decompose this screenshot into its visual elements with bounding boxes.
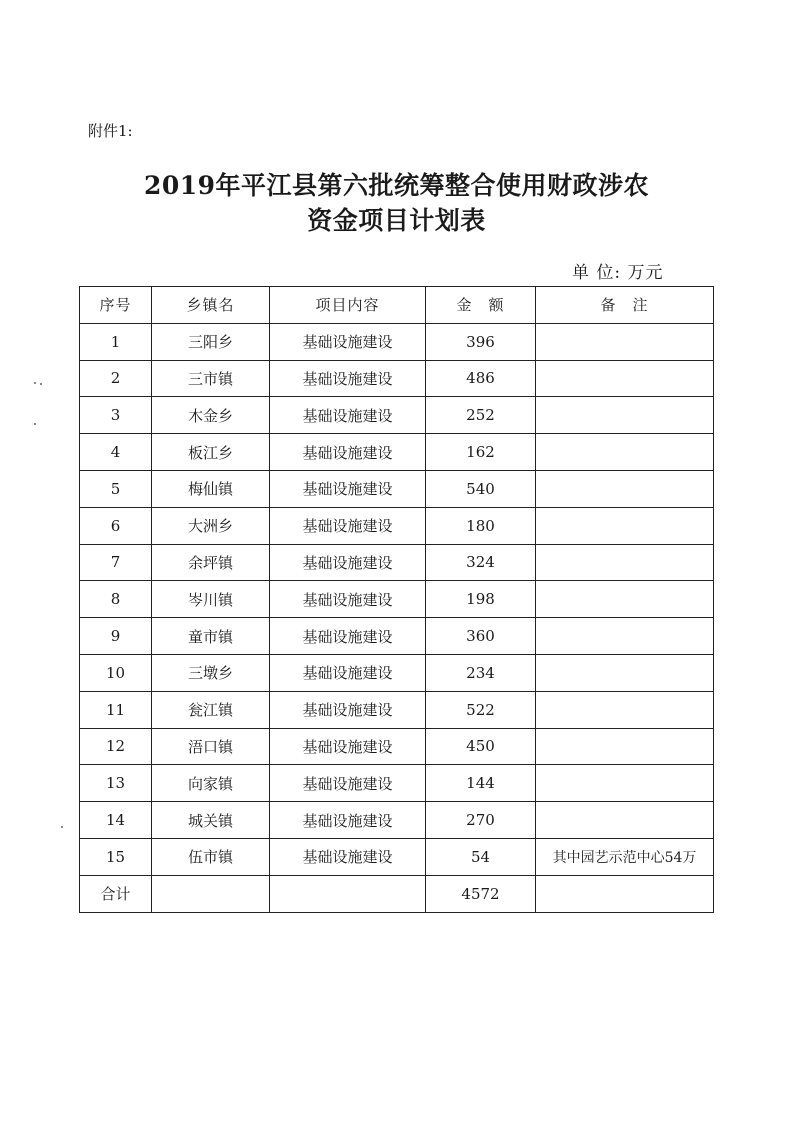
row-town-name: 岑川镇 — [152, 581, 270, 618]
row-amount: 54 — [426, 838, 536, 875]
row-town-name: 梅仙镇 — [152, 470, 270, 507]
row-project-content: 基础设施建设 — [270, 470, 426, 507]
table-row — [80, 581, 714, 618]
table-row — [80, 802, 714, 839]
table-row — [80, 323, 714, 360]
table-total-row — [80, 875, 714, 912]
header-project-content: 项目内容 — [270, 287, 426, 324]
row-remark — [536, 618, 714, 655]
total-amount: 4572 — [426, 875, 536, 912]
row-serial-number: 4 — [80, 434, 152, 471]
row-town-name: 伍市镇 — [152, 838, 270, 875]
row-amount: 198 — [426, 581, 536, 618]
header-serial-number: 序号 — [80, 287, 152, 324]
row-project-content: 基础设施建设 — [270, 618, 426, 655]
row-serial-number: 12 — [80, 728, 152, 765]
row-project-content: 基础设施建设 — [270, 323, 426, 360]
row-project-content: 基础设施建设 — [270, 691, 426, 728]
row-town-name: 木金乡 — [152, 397, 270, 434]
document-title-line-1: 2019年平江县第六批统筹整合使用财政涉农 — [143, 171, 650, 200]
row-project-content: 基础设施建设 — [270, 728, 426, 765]
row-town-name: 三墩乡 — [152, 654, 270, 691]
row-amount: 486 — [426, 360, 536, 397]
row-remark — [536, 470, 714, 507]
row-serial-number: 14 — [80, 802, 152, 839]
row-project-content: 基础设施建设 — [270, 544, 426, 581]
row-town-name: 余坪镇 — [152, 544, 270, 581]
row-remark — [536, 544, 714, 581]
row-serial-number: 7 — [80, 544, 152, 581]
row-remark — [536, 802, 714, 839]
row-serial-number: 10 — [80, 654, 152, 691]
row-remark — [536, 581, 714, 618]
row-amount: 540 — [426, 470, 536, 507]
row-town-name: 板江乡 — [152, 434, 270, 471]
row-project-content: 基础设施建设 — [270, 765, 426, 802]
scan-speck — [61, 826, 63, 828]
row-town-name: 瓮江镇 — [152, 691, 270, 728]
row-remark: 其中园艺示范中心54万 — [536, 838, 714, 875]
table-row — [80, 360, 714, 397]
table-row — [80, 507, 714, 544]
row-remark — [536, 765, 714, 802]
row-project-content: 基础设施建设 — [270, 507, 426, 544]
total-label: 合计 — [80, 875, 152, 912]
attachment-label: 附件1: — [88, 122, 133, 140]
row-project-content: 基础设施建设 — [270, 581, 426, 618]
header-remarks: 备 注 — [536, 287, 714, 324]
row-amount: 522 — [426, 691, 536, 728]
table-row — [80, 765, 714, 802]
row-amount: 144 — [426, 765, 536, 802]
row-project-content: 基础设施建设 — [270, 654, 426, 691]
table-row — [80, 838, 714, 875]
row-serial-number: 13 — [80, 765, 152, 802]
row-remark — [536, 360, 714, 397]
total-project-cell — [270, 875, 426, 912]
row-amount: 396 — [426, 323, 536, 360]
row-town-name: 城关镇 — [152, 802, 270, 839]
row-amount: 324 — [426, 544, 536, 581]
row-remark — [536, 507, 714, 544]
row-serial-number: 15 — [80, 838, 152, 875]
table-row — [80, 728, 714, 765]
table-row — [80, 434, 714, 471]
row-remark — [536, 728, 714, 765]
row-town-name: 大洲乡 — [152, 507, 270, 544]
table-row — [80, 397, 714, 434]
document-title-line-2: 资金项目计划表 — [307, 206, 486, 235]
row-town-name: 三阳乡 — [152, 323, 270, 360]
table-body — [80, 323, 714, 875]
funding-plan-table — [79, 286, 714, 913]
row-town-name: 三市镇 — [152, 360, 270, 397]
scan-speck — [40, 383, 42, 385]
row-project-content: 基础设施建设 — [270, 838, 426, 875]
table-row — [80, 470, 714, 507]
row-town-name: 浯口镇 — [152, 728, 270, 765]
row-serial-number: 6 — [80, 507, 152, 544]
table-row — [80, 618, 714, 655]
unit-label: 单 位: 万元 — [572, 263, 664, 283]
row-serial-number: 5 — [80, 470, 152, 507]
row-remark — [536, 323, 714, 360]
row-amount: 234 — [426, 654, 536, 691]
table-row — [80, 691, 714, 728]
table-row — [80, 654, 714, 691]
row-serial-number: 11 — [80, 691, 152, 728]
scan-speck — [34, 382, 36, 384]
row-town-name: 童市镇 — [152, 618, 270, 655]
row-amount: 270 — [426, 802, 536, 839]
row-project-content: 基础设施建设 — [270, 397, 426, 434]
header-town-name: 乡镇名 — [152, 287, 270, 324]
row-amount: 360 — [426, 618, 536, 655]
row-amount: 450 — [426, 728, 536, 765]
row-project-content: 基础设施建设 — [270, 434, 426, 471]
row-project-content: 基础设施建设 — [270, 802, 426, 839]
row-remark — [536, 434, 714, 471]
row-serial-number: 1 — [80, 323, 152, 360]
total-note-cell — [536, 875, 714, 912]
row-serial-number: 3 — [80, 397, 152, 434]
row-remark — [536, 397, 714, 434]
row-serial-number: 2 — [80, 360, 152, 397]
row-amount: 162 — [426, 434, 536, 471]
scan-speck — [34, 423, 36, 425]
row-remark — [536, 654, 714, 691]
row-remark — [536, 691, 714, 728]
row-serial-number: 8 — [80, 581, 152, 618]
row-amount: 180 — [426, 507, 536, 544]
row-serial-number: 9 — [80, 618, 152, 655]
total-town-cell — [152, 875, 270, 912]
header-amount: 金 额 — [426, 287, 536, 324]
row-amount: 252 — [426, 397, 536, 434]
row-town-name: 向家镇 — [152, 765, 270, 802]
row-project-content: 基础设施建设 — [270, 360, 426, 397]
table-header-row — [80, 287, 714, 324]
table-row — [80, 544, 714, 581]
